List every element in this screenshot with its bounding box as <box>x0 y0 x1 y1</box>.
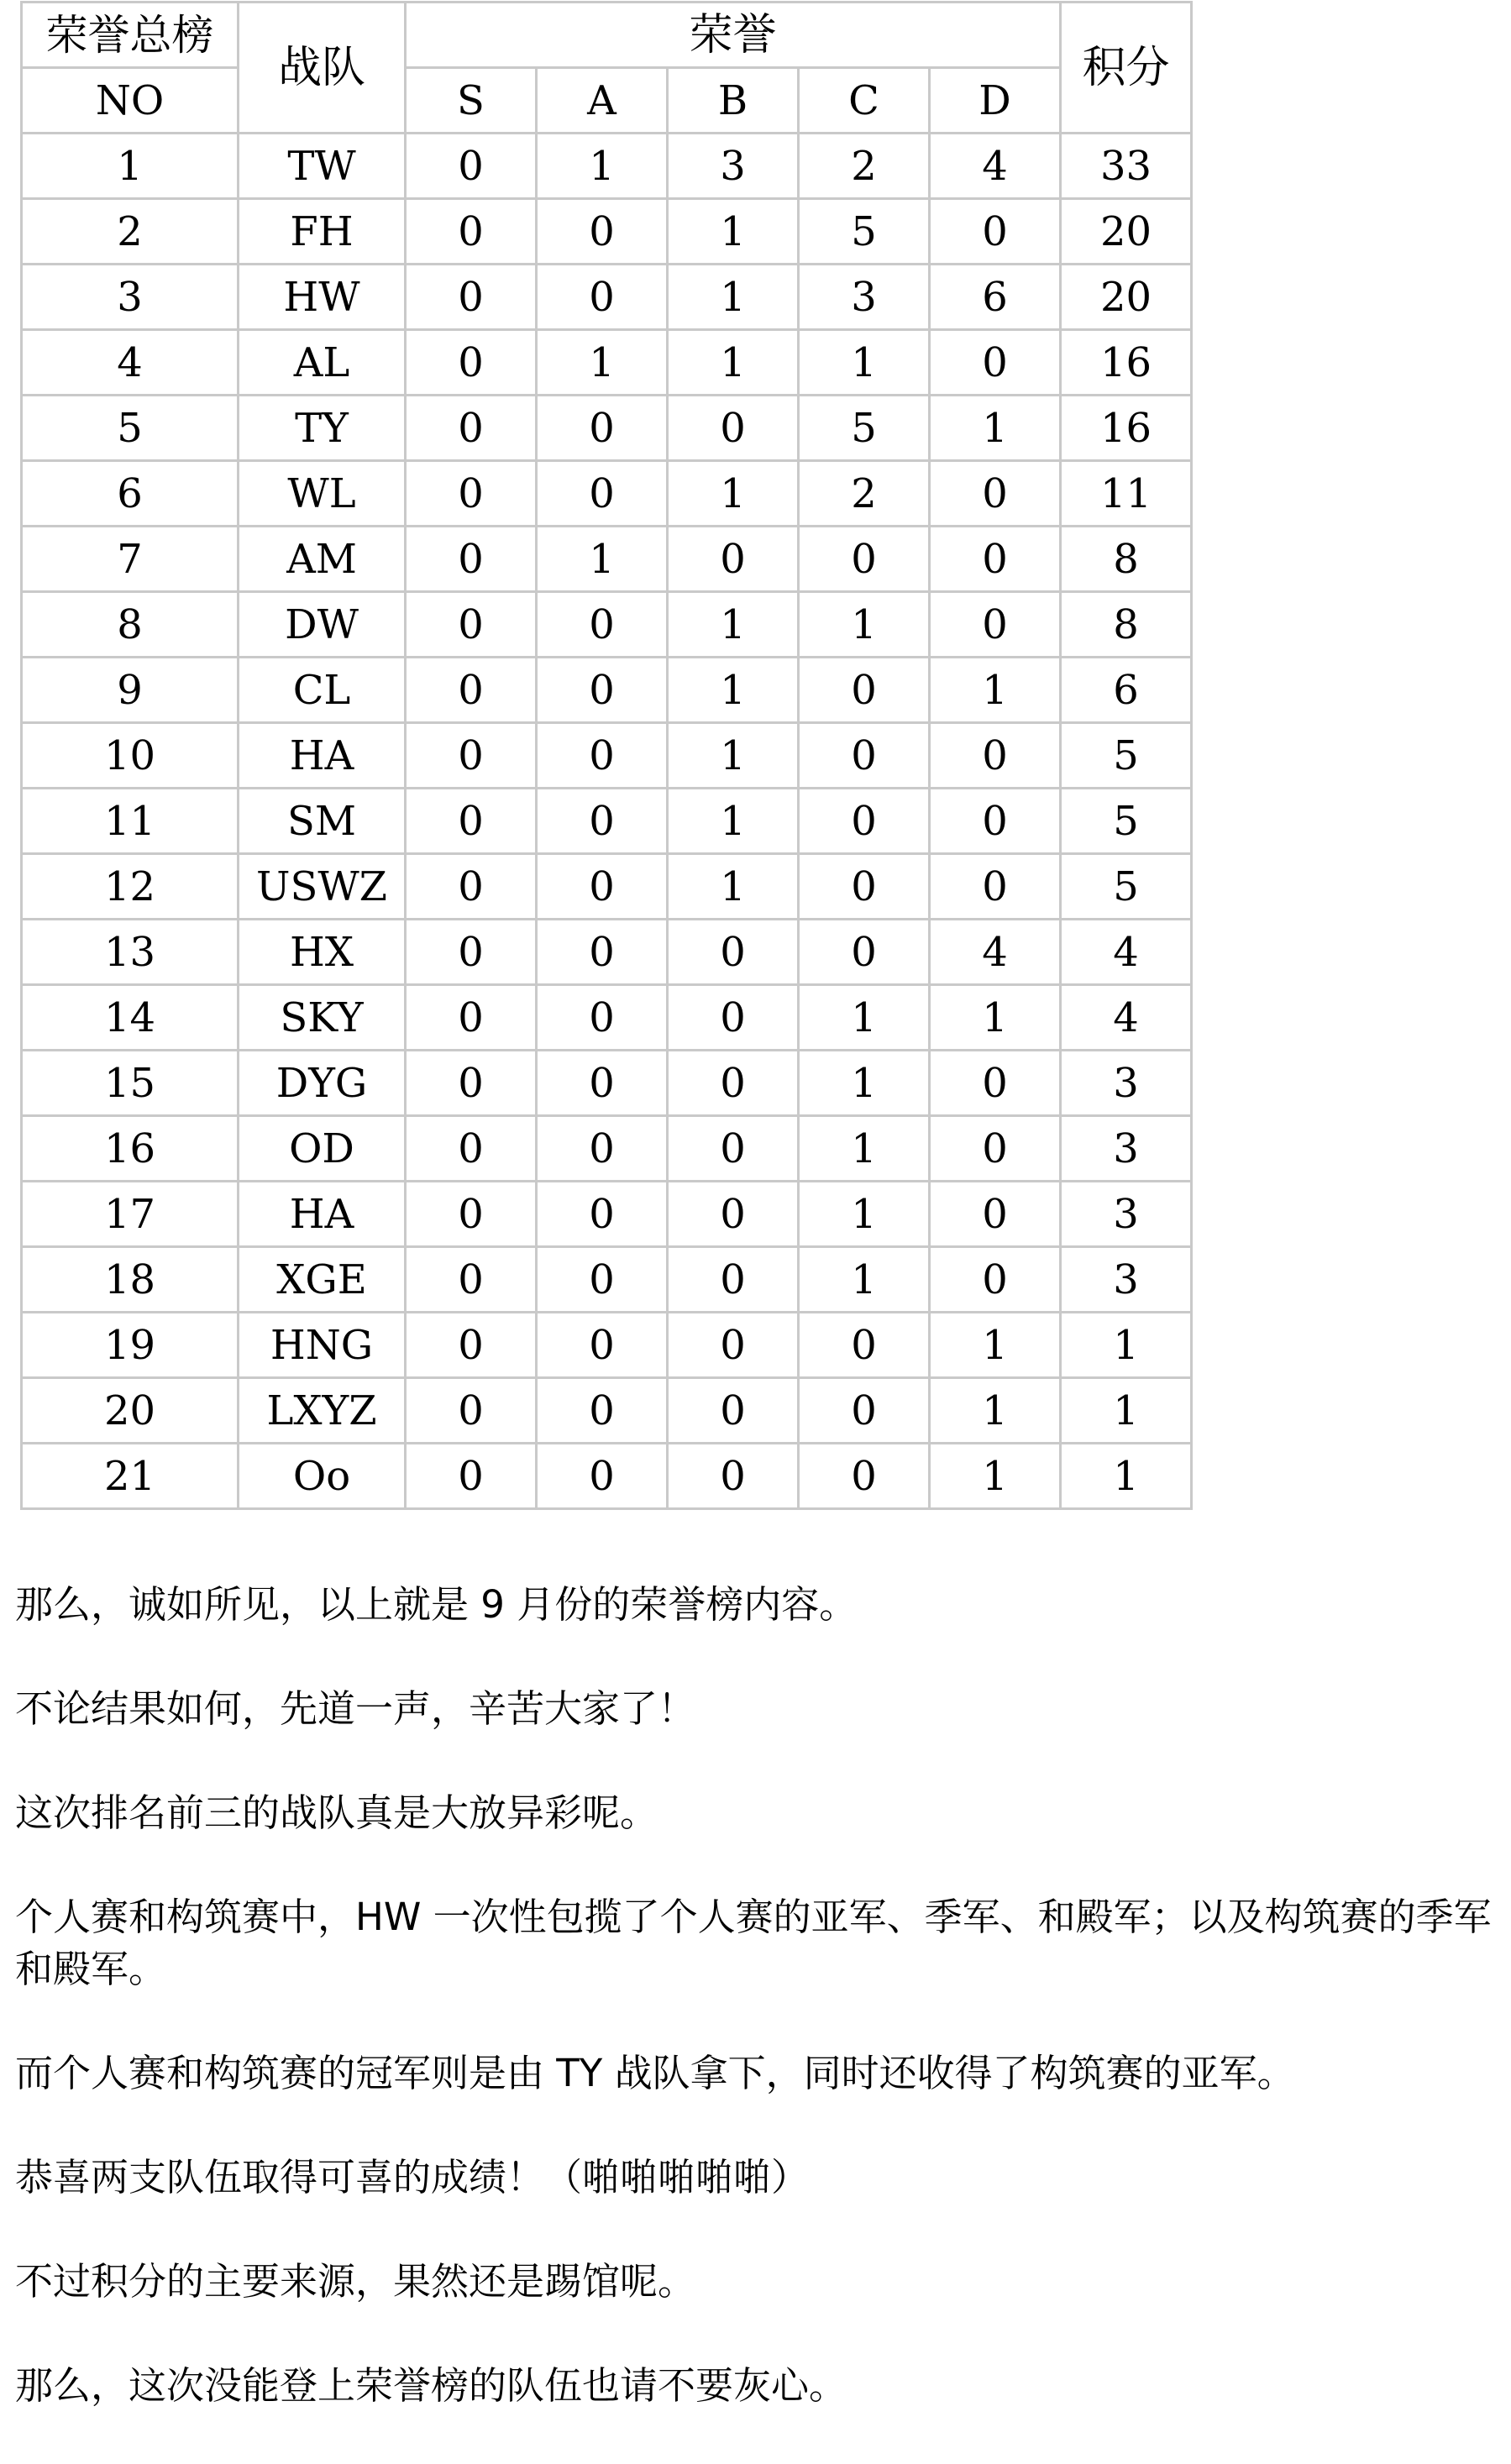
score-cell: 5 <box>1061 789 1192 854</box>
table-row <box>22 1444 1192 1509</box>
grade-d-cell: 0 <box>930 527 1061 592</box>
grade-c-cell: 0 <box>799 1378 930 1444</box>
corner-title: 荣誉总榜 <box>22 3 239 68</box>
grade-s-cell: 0 <box>406 1182 537 1247</box>
grade-a-cell: 0 <box>537 1378 668 1444</box>
grade-a-cell: 1 <box>537 330 668 396</box>
grade-d-cell: 0 <box>930 199 1061 265</box>
grade-a-cell: 0 <box>537 396 668 461</box>
grade-b-cell: 0 <box>668 1247 799 1313</box>
score-cell: 1 <box>1061 1444 1192 1509</box>
grade-s-cell: 0 <box>406 854 537 920</box>
grade-d-cell: 0 <box>930 592 1061 658</box>
grade-s-cell: 0 <box>406 396 537 461</box>
table-row <box>22 658 1192 723</box>
table-row <box>22 134 1192 199</box>
grade-c-cell: 2 <box>799 134 930 199</box>
grade-s-cell: 0 <box>406 265 537 330</box>
grade-s-cell: 0 <box>406 592 537 658</box>
grade-d-cell: 0 <box>930 789 1061 854</box>
grade-d-cell: 0 <box>930 330 1061 396</box>
score-cell: 8 <box>1061 527 1192 592</box>
rank-cell: 6 <box>22 461 239 527</box>
grade-b-cell: 1 <box>668 199 799 265</box>
team-cell: SM <box>239 789 406 854</box>
rank-cell: 17 <box>22 1182 239 1247</box>
rank-cell: 2 <box>22 199 239 265</box>
grade-b-cell: 0 <box>668 1444 799 1509</box>
score-cell: 20 <box>1061 265 1192 330</box>
honor-ranking-table <box>20 1 1193 1510</box>
grade-d-cell: 0 <box>930 723 1061 789</box>
grade-s-cell: 0 <box>406 1444 537 1509</box>
grade-a-cell: 0 <box>537 985 668 1051</box>
team-cell: HA <box>239 1182 406 1247</box>
team-cell: Oo <box>239 1444 406 1509</box>
grade-b-header: B <box>668 68 799 134</box>
team-cell: HA <box>239 723 406 789</box>
rank-cell: 14 <box>22 985 239 1051</box>
score-cell: 3 <box>1061 1247 1192 1313</box>
score-cell: 5 <box>1061 723 1192 789</box>
grade-a-cell: 0 <box>537 854 668 920</box>
grade-b-cell: 1 <box>668 658 799 723</box>
rank-cell: 16 <box>22 1116 239 1182</box>
score-cell: 3 <box>1061 1051 1192 1116</box>
rank-cell: 4 <box>22 330 239 396</box>
grade-s-cell: 0 <box>406 527 537 592</box>
team-cell: TY <box>239 396 406 461</box>
score-cell: 11 <box>1061 461 1192 527</box>
grade-b-cell: 0 <box>668 1051 799 1116</box>
grade-a-cell: 0 <box>537 1116 668 1182</box>
score-cell: 3 <box>1061 1116 1192 1182</box>
table-row <box>22 592 1192 658</box>
grade-b-cell: 1 <box>668 330 799 396</box>
table-row <box>22 1182 1192 1247</box>
article-paragraph: 个人赛和构筑赛中，HW 一次性包揽了个人赛的亚军、季军、和殿军；以及构筑赛的季军和殿军。 <box>15 1895 1492 1991</box>
team-cell: WL <box>239 461 406 527</box>
article-paragraph: 恭喜两支队伍取得可喜的成绩！（啪啪啪啪啪） <box>15 2155 810 2199</box>
team-cell: HW <box>239 265 406 330</box>
grade-d-cell: 0 <box>930 1051 1061 1116</box>
rank-cell: 11 <box>22 789 239 854</box>
grade-b-cell: 1 <box>668 592 799 658</box>
grade-b-cell: 1 <box>668 461 799 527</box>
grade-c-cell: 0 <box>799 854 930 920</box>
score-cell: 16 <box>1061 396 1192 461</box>
grade-a-cell: 0 <box>537 1051 668 1116</box>
score-cell: 20 <box>1061 199 1192 265</box>
team-cell: FH <box>239 199 406 265</box>
grade-c-cell: 0 <box>799 1444 930 1509</box>
article-paragraph: 那么，这次没能登上荣誉榜的队伍也请不要灰心。 <box>15 2363 847 2408</box>
grade-d-cell: 4 <box>930 134 1061 199</box>
grade-a-cell: 0 <box>537 199 668 265</box>
article-paragraph: 那么，诚如所见，以上就是 9 月份的荣誉榜内容。 <box>15 1582 858 1627</box>
grade-c-cell: 2 <box>799 461 930 527</box>
grade-c-cell: 0 <box>799 789 930 854</box>
honor-group-header: 荣誉 <box>406 3 1061 68</box>
grade-d-cell: 1 <box>930 396 1061 461</box>
grade-d-cell: 6 <box>930 265 1061 330</box>
table-row <box>22 330 1192 396</box>
grade-s-cell: 0 <box>406 1116 537 1182</box>
table-row <box>22 854 1192 920</box>
team-cell: AM <box>239 527 406 592</box>
team-cell: XGE <box>239 1247 406 1313</box>
grade-s-cell: 0 <box>406 199 537 265</box>
grade-d-cell: 0 <box>930 461 1061 527</box>
rank-cell: 18 <box>22 1247 239 1313</box>
header-row-bottom <box>22 68 1192 134</box>
team-cell: OD <box>239 1116 406 1182</box>
grade-d-cell: 1 <box>930 1378 1061 1444</box>
table-row <box>22 985 1192 1051</box>
grade-c-cell: 1 <box>799 1116 930 1182</box>
grade-c-cell: 1 <box>799 1051 930 1116</box>
grade-b-cell: 0 <box>668 396 799 461</box>
table-row <box>22 527 1192 592</box>
grade-c-cell: 1 <box>799 330 930 396</box>
team-cell: TW <box>239 134 406 199</box>
grade-a-cell: 0 <box>537 658 668 723</box>
grade-c-cell: 5 <box>799 396 930 461</box>
table-row <box>22 789 1192 854</box>
grade-s-cell: 0 <box>406 134 537 199</box>
grade-s-cell: 0 <box>406 920 537 985</box>
grade-b-cell: 3 <box>668 134 799 199</box>
rank-cell: 12 <box>22 854 239 920</box>
team-cell: SKY <box>239 985 406 1051</box>
grade-a-cell: 0 <box>537 265 668 330</box>
score-cell: 16 <box>1061 330 1192 396</box>
table-row <box>22 1378 1192 1444</box>
grade-b-cell: 1 <box>668 265 799 330</box>
grade-a-cell: 0 <box>537 461 668 527</box>
article-paragraph: 不论结果如何，先道一声，辛苦大家了！ <box>15 1686 696 1731</box>
grade-s-cell: 0 <box>406 658 537 723</box>
grade-a-cell: 0 <box>537 789 668 854</box>
grade-s-cell: 0 <box>406 1051 537 1116</box>
rank-cell: 20 <box>22 1378 239 1444</box>
rank-cell: 8 <box>22 592 239 658</box>
score-cell: 5 <box>1061 854 1192 920</box>
grade-d-cell: 1 <box>930 1444 1061 1509</box>
table-row <box>22 199 1192 265</box>
rank-cell: 5 <box>22 396 239 461</box>
article-paragraph: 而个人赛和构筑赛的冠军则是由 TY 战队拿下，同时还收得了构筑赛的亚军。 <box>15 2051 1295 2095</box>
grade-c-cell: 0 <box>799 920 930 985</box>
rank-cell: 9 <box>22 658 239 723</box>
score-cell: 1 <box>1061 1378 1192 1444</box>
score-cell: 6 <box>1061 658 1192 723</box>
grade-b-cell: 0 <box>668 527 799 592</box>
table-row <box>22 1247 1192 1313</box>
team-cell: DW <box>239 592 406 658</box>
table-row <box>22 1051 1192 1116</box>
grade-b-cell: 0 <box>668 1182 799 1247</box>
grade-d-cell: 4 <box>930 920 1061 985</box>
table-row <box>22 265 1192 330</box>
score-cell: 33 <box>1061 134 1192 199</box>
grade-d-cell: 0 <box>930 1116 1061 1182</box>
grade-d-cell: 0 <box>930 854 1061 920</box>
rank-cell: 1 <box>22 134 239 199</box>
grade-c-cell: 0 <box>799 723 930 789</box>
article-text <box>15 1579 1493 2464</box>
grade-c-cell: 1 <box>799 985 930 1051</box>
grade-s-header: S <box>406 68 537 134</box>
article-paragraph: 这次排名前三的战队真是大放异彩呢。 <box>15 1790 658 1835</box>
grade-b-cell: 0 <box>668 985 799 1051</box>
grade-b-cell: 1 <box>668 789 799 854</box>
grade-s-cell: 0 <box>406 1378 537 1444</box>
team-cell: LXYZ <box>239 1378 406 1444</box>
rank-cell: 19 <box>22 1313 239 1378</box>
score-cell: 1 <box>1061 1313 1192 1378</box>
grade-a-cell: 0 <box>537 592 668 658</box>
score-cell: 3 <box>1061 1182 1192 1247</box>
grade-d-cell: 0 <box>930 1182 1061 1247</box>
rank-cell: 15 <box>22 1051 239 1116</box>
grade-a-header: A <box>537 68 668 134</box>
team-cell: CL <box>239 658 406 723</box>
grade-b-cell: 1 <box>668 854 799 920</box>
no-column-header: NO <box>22 68 239 134</box>
team-cell: AL <box>239 330 406 396</box>
table-row <box>22 461 1192 527</box>
grade-d-cell: 1 <box>930 985 1061 1051</box>
rank-cell: 10 <box>22 723 239 789</box>
team-cell: USWZ <box>239 854 406 920</box>
grade-b-cell: 1 <box>668 723 799 789</box>
grade-d-cell: 1 <box>930 658 1061 723</box>
grade-c-cell: 0 <box>799 527 930 592</box>
grade-s-cell: 0 <box>406 461 537 527</box>
team-cell: HX <box>239 920 406 985</box>
grade-b-cell: 0 <box>668 1116 799 1182</box>
grade-c-cell: 5 <box>799 199 930 265</box>
grade-s-cell: 0 <box>406 1247 537 1313</box>
grade-c-cell: 3 <box>799 265 930 330</box>
grade-c-cell: 1 <box>799 592 930 658</box>
grade-c-header: C <box>799 68 930 134</box>
score-column-header: 积分 <box>1061 3 1192 134</box>
team-cell: DYG <box>239 1051 406 1116</box>
grade-s-cell: 0 <box>406 1313 537 1378</box>
grade-a-cell: 1 <box>537 134 668 199</box>
table-row <box>22 1116 1192 1182</box>
rank-cell: 13 <box>22 920 239 985</box>
table-row <box>22 920 1192 985</box>
grade-c-cell: 1 <box>799 1182 930 1247</box>
article-paragraph: 不过积分的主要来源，果然还是踢馆呢。 <box>15 2259 696 2304</box>
grade-a-cell: 0 <box>537 1182 668 1247</box>
grade-a-cell: 0 <box>537 723 668 789</box>
grade-a-cell: 1 <box>537 527 668 592</box>
score-cell: 8 <box>1061 592 1192 658</box>
team-cell: HNG <box>239 1313 406 1378</box>
rank-cell: 3 <box>22 265 239 330</box>
grade-b-cell: 0 <box>668 1378 799 1444</box>
grade-b-cell: 0 <box>668 920 799 985</box>
grade-c-cell: 1 <box>799 1247 930 1313</box>
grade-a-cell: 0 <box>537 1247 668 1313</box>
team-column-header: 战队 <box>239 3 406 134</box>
grade-d-cell: 1 <box>930 1313 1061 1378</box>
table-row <box>22 723 1192 789</box>
grade-c-cell: 0 <box>799 1313 930 1378</box>
score-cell: 4 <box>1061 985 1192 1051</box>
grade-a-cell: 0 <box>537 1444 668 1509</box>
honor-table-body <box>22 134 1192 1509</box>
grade-s-cell: 0 <box>406 789 537 854</box>
rank-cell: 7 <box>22 527 239 592</box>
table-row <box>22 396 1192 461</box>
grade-a-cell: 0 <box>537 1313 668 1378</box>
grade-b-cell: 0 <box>668 1313 799 1378</box>
grade-c-cell: 0 <box>799 658 930 723</box>
rank-cell: 21 <box>22 1444 239 1509</box>
grade-s-cell: 0 <box>406 723 537 789</box>
grade-s-cell: 0 <box>406 330 537 396</box>
grade-s-cell: 0 <box>406 985 537 1051</box>
grade-d-header: D <box>930 68 1061 134</box>
table-row <box>22 1313 1192 1378</box>
grade-d-cell: 0 <box>930 1247 1061 1313</box>
score-cell: 4 <box>1061 920 1192 985</box>
header-row-top <box>22 3 1192 68</box>
grade-a-cell: 0 <box>537 920 668 985</box>
